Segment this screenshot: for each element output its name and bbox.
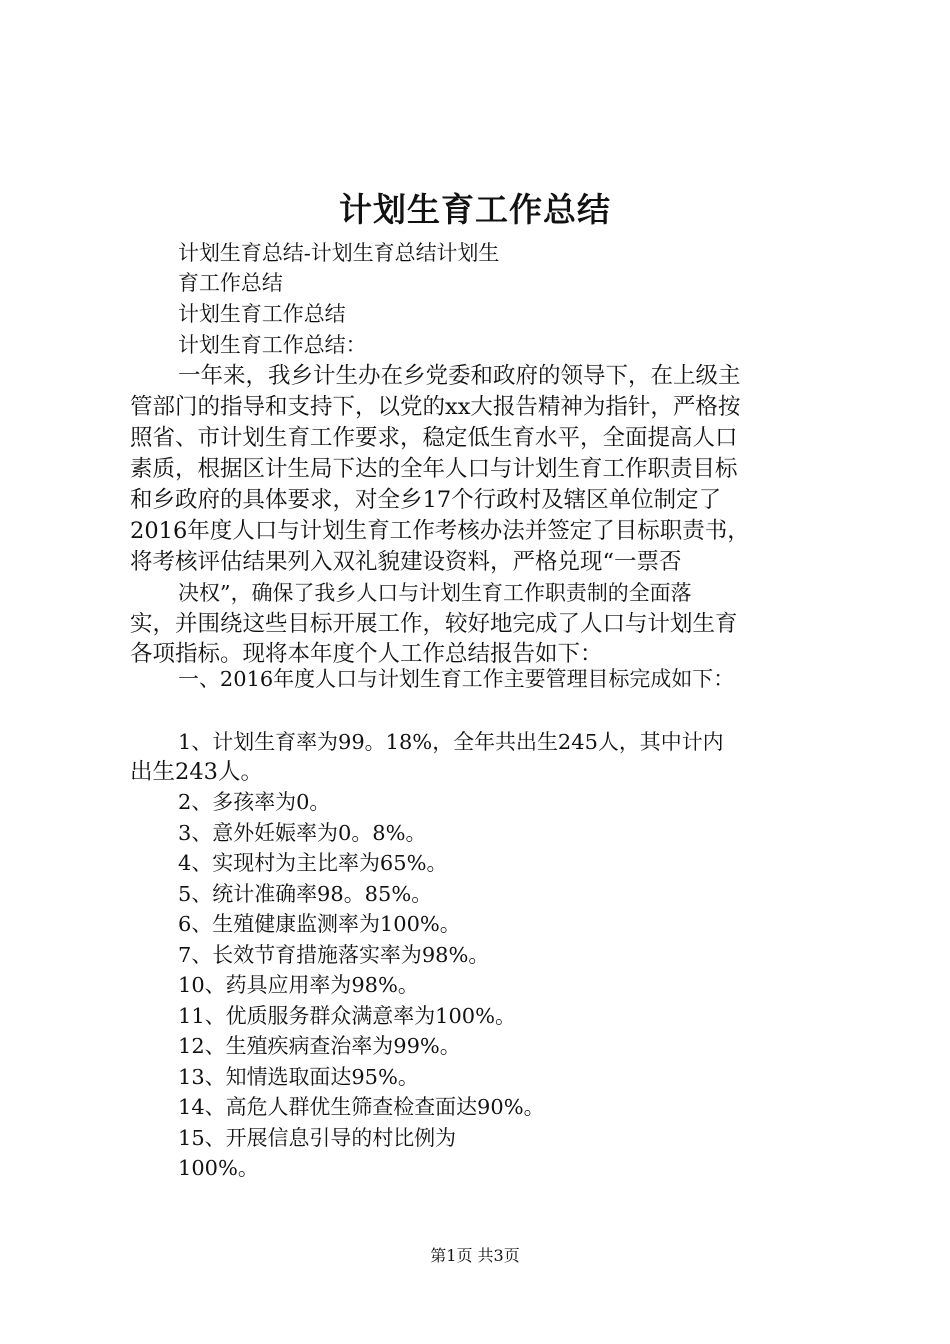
document-title: 计划生育工作总结 bbox=[339, 190, 611, 229]
paragraph-line: 和乡政府的具体要求，对全乡17个行政村及辖区单位制定了 bbox=[130, 487, 722, 513]
paragraph-line: 素质，根据区计生局下达的全年人口与计划生育工作职责目标 bbox=[130, 456, 738, 482]
page-footer: 第1页 共3页 bbox=[430, 1246, 520, 1265]
paragraph-line: 一年来，我乡计生办在乡党委和政府的领导下，在上级主 bbox=[178, 363, 741, 389]
paragraph-line: 将考核评估结果列入双礼貌建设资料，严格兑现“一票否 bbox=[130, 549, 682, 575]
list-item: 14、高危人群优生筛查检查面达90%。 bbox=[178, 1095, 545, 1119]
header-line: 育工作总结 bbox=[178, 271, 283, 295]
paragraph-line: 管部门的指导和支持下，以党的xx大报告精神为指针，严格按 bbox=[130, 394, 741, 420]
paragraph-line: 照省、市计划生育工作要求，稳定低生育水平，全面提高人口 bbox=[130, 425, 738, 451]
list-item: 11、优质服务群众满意率为100%。 bbox=[178, 1004, 517, 1028]
paragraph-line: 决权”，确保了我乡人口与计划生育工作职责制的全面落 bbox=[178, 581, 692, 605]
header-line: 计划生育总结-计划生育总结计划生 bbox=[178, 241, 500, 265]
list-item: 3、意外妊娠率为0。8%。 bbox=[178, 821, 427, 845]
list-item: 2、多孩率为0。 bbox=[178, 790, 331, 814]
list-item: 7、长效节育措施落实率为98%。 bbox=[178, 943, 490, 967]
paragraph-line: 实，并围绕这些目标开展工作，较好地完成了人口与计划生育 bbox=[130, 611, 738, 637]
paragraph-line: 2016年度人口与计划生育工作考核办法并签定了目标职责书， bbox=[130, 518, 750, 544]
list-item: 15、开展信息引导的村比例为 bbox=[178, 1126, 457, 1150]
list-item: 4、实现村为主比率为65%。 bbox=[178, 851, 448, 875]
list-item: 100%。 bbox=[178, 1156, 259, 1180]
list-item: 6、生殖健康监测率为100%。 bbox=[178, 912, 461, 936]
header-line: 计划生育工作总结： bbox=[178, 333, 367, 357]
list-item: 出生243人。 bbox=[130, 759, 263, 785]
list-item: 13、知情选取面达95%。 bbox=[178, 1065, 419, 1089]
list-item: 12、生殖疾病查治率为99%。 bbox=[178, 1034, 461, 1058]
section-heading: 一、2016年度人口与计划生育工作主要管理目标完成如下： bbox=[178, 667, 735, 691]
list-item: 10、药具应用率为98%。 bbox=[178, 973, 419, 997]
header-line: 计划生育工作总结 bbox=[178, 302, 346, 326]
list-item: 1、计划生育率为99。18%，全年共出生245人，其中计内 bbox=[178, 730, 724, 754]
paragraph-line: 各项指标。现将本年度个人工作总结报告如下： bbox=[130, 641, 603, 667]
list-item: 5、统计准确率98。85%。 bbox=[178, 882, 433, 906]
